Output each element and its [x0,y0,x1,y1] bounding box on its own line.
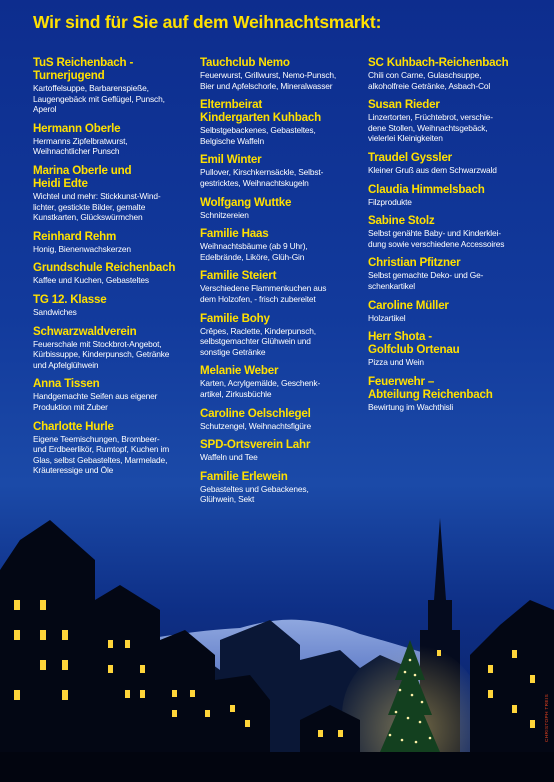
vendor-offer: Selbstgebackenes, Gebasteltes, Belgische Waffeln [200,125,316,146]
vendor-name: Anna Tissen [33,377,100,391]
vendor-offer: Gebasteltes und Gebackenes, Glühwein, Sekt [200,483,309,505]
vendor-offer: Eigene Teemischungen, Brombeer- und Erdbeerlikör, Rumtopf, Kuchen im Glas, selbst Gebasteltes, Marmelade, Kräuteressige und Öle [33,433,170,476]
vendor-offer: Sandwiches [33,306,77,317]
vendor-name: Claudia Himmelsbach [368,182,485,196]
vendor-name: Feuerwehr – Abteilung Reichenbach [368,374,493,401]
vendor-offer: Kleiner Gruß aus dem Schwarzwald [368,164,497,175]
vendor-offer: Feuerschale mit Stockbrot-Angebot, Kürbissuppe, Kinderpunsch, Getränke und Apfelglühwein [33,338,170,370]
vendor-name: SPD-Ortsverein Lahr [200,438,311,452]
vendor-name: Tauchclub Nemo [200,56,290,69]
vendor-offer: Selbst gemachte Deko- und Ge- schenkartikel [368,270,484,291]
vendor-offer: Wichtel und mehr: Stickkunst-Wind- lichter, gestickte Bilder, gemalte Kunstkarten, Glückswürmchen [33,190,161,223]
list-item [200,438,360,463]
vendor-offer: Bewirtung im Wachthisli [368,401,454,412]
list-item [200,153,360,188]
vendor-offer: Selbst genähte Baby- und Kinderklei- dung sowie verschiedene Accessoires [368,228,505,249]
vendor-offer: Hermanns Zipfelbratwurst, Weihnachtlicher Punsch [33,135,128,157]
list-item [368,151,530,176]
list-item [200,227,360,262]
vendor-name: Herr Shota - Golfclub Ortenau [368,330,460,357]
vendor-name: Familie Erlewein [200,469,288,483]
vendor-name: Caroline Oelschlegel [200,406,311,420]
list-item [368,299,530,324]
vendor-name: Christian Pfitzner [368,256,461,270]
vendor-name: Reinhard Rehm [33,229,117,243]
list-item [33,56,195,115]
page-title: Wir sind für Sie auf dem Weihnachtsmarkt: [33,12,382,32]
column-3 [368,56,530,419]
list-item [33,122,195,157]
vendor-name: TuS Reichenbach - Turnerjugend [33,56,134,82]
list-item [368,256,530,291]
vendor-offer: Kartoffelsuppe, Barbarenspieße, Laugengebäck mit Geflügel, Punsch, Aperol [33,83,165,115]
vendor-name: Wolfgang Wuttke [200,195,292,209]
vendor-name: Familie Bohy [200,311,270,325]
list-item [368,183,530,208]
column-2 [200,56,360,512]
vendor-name: Familie Steiert [200,269,277,283]
vendor-offer: Linzertorten, Früchtebrot, verschie- dene Stollen, Weihnachtsgebäck, vielerlei Kleinigkeiten [368,112,493,144]
vendor-name: Schwarzwaldverein [33,324,137,338]
list-item [200,407,360,432]
vendor-offer: Karten, Acrylgemälde, Geschenk- artikel, Zirkusbüchle [200,378,321,399]
list-item [33,325,195,371]
column-1 [33,56,195,483]
vendor-name: Traudel Gyssler [368,150,452,164]
vendor-offer: Feuerwurst, Grillwurst, Nemo-Punsch, Bier und Apfelschorle, Mineralwasser [200,70,337,91]
vendor-name: Charlotte Hurle [33,419,114,433]
vendor-name: Caroline Müller [368,298,449,312]
vendor-offer: Chili con Carne, Gulaschsuppe, alkoholfreie Getränke, Asbach-Col [368,70,491,91]
list-item [200,98,360,146]
list-item [200,196,360,221]
vendor-name: Sabine Stolz [368,214,435,228]
vendor-name: Melanie Weber [200,364,279,378]
vendor-offer: Filzprodukte [368,196,412,207]
list-item [200,364,360,399]
vendor-offer: Pullover, Kirschkernsäckle, Selbst- gestricktes, Weihnachtskugeln [200,167,324,188]
vendor-offer: Holzartikel [368,312,406,323]
list-item [33,230,195,255]
vendor-name: SC Kuhbach-Reichenbach [368,56,509,69]
list-item [368,56,530,91]
vendor-offer: Kaffee und Kuchen, Gebasteltes [33,275,149,286]
vendor-offer: Handgemachte Seifen aus eigener Produktion mit Zuber [33,391,158,412]
list-item [33,261,195,286]
list-item [33,293,195,318]
vendor-offer: Schutzengel, Weihnachtsfigüre [200,420,311,431]
vendor-name: Hermann Oberle [33,121,121,135]
list-item [368,214,530,249]
list-item [200,312,360,358]
vendor-offer: Pizza und Wein [368,357,424,368]
vendor-offer: Verschiedene Flammenkuchen aus dem Holzofen, - frisch zubereitet [200,283,327,304]
list-item [368,375,530,413]
vendor-offer: Schnitzereien [200,209,249,220]
vendor-name: Susan Rieder [368,98,440,112]
vendor-offer: Honig, Bienenwachskerzen [33,243,131,254]
vendor-name: Familie Haas [200,227,269,241]
vendor-name: Elternbeirat Kindergarten Kuhbach [200,98,321,125]
list-item [33,420,195,476]
vendor-offer: Waffeln und Tee [200,452,258,463]
list-item [368,330,530,368]
list-item [200,56,360,91]
vendor-name: TG 12. Klasse [33,292,107,306]
vendor-name: Emil Winter [200,153,262,167]
list-item [200,470,360,505]
vendor-offer: Weihnachtsbäume (ab 9 Uhr), Edelbrände, Liköre, Glüh-Gin [200,241,308,262]
list-item [33,164,195,223]
vendor-offer: Crêpes, Raclette, Kinderpunsch, selbstgemachter Glühwein und sonstige Getränke [200,325,316,357]
vendor-name: Marina Oberle und Heidi Edte [33,163,132,190]
list-item [200,269,360,304]
list-item [368,98,530,144]
photo-credit: CHRISTOPH TREIS [545,693,550,742]
list-item [33,377,195,412]
vendor-name: Grundschule Reichenbach [33,261,176,275]
